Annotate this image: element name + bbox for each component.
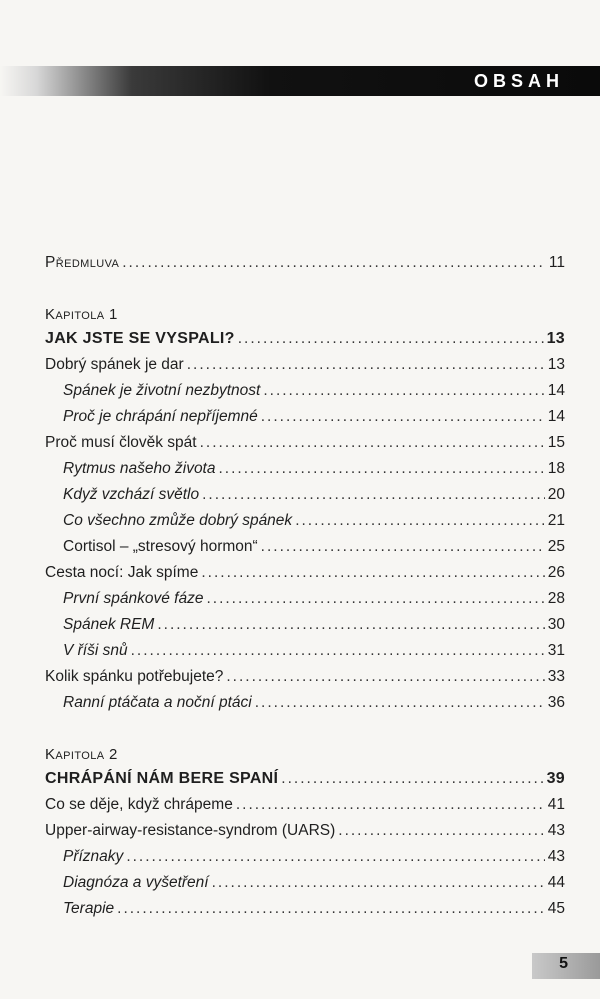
toc-entry-page: 36	[547, 694, 565, 711]
toc-entry	[45, 796, 565, 820]
leader-dots	[261, 408, 545, 426]
toc-entry	[63, 538, 565, 562]
toc-entry-page: 41	[547, 796, 565, 813]
toc-entry-label: Když vzchází světlo	[63, 486, 200, 503]
leader-dots	[281, 770, 543, 788]
toc-entry-page: 14	[547, 408, 565, 425]
toc-entry-label: Příznaky	[63, 848, 124, 865]
chapter-title-row	[45, 330, 565, 354]
toc-entry-label: Upper-airway-resistance-syndrom (UARS)	[45, 822, 336, 839]
leader-dots	[157, 616, 544, 634]
leader-dots	[338, 822, 544, 840]
toc-entry	[45, 434, 565, 458]
leader-dots	[201, 564, 544, 582]
leader-dots	[261, 538, 545, 556]
toc-entry-page: 26	[547, 564, 565, 581]
toc-entry-label: Diagnóza a vyšetření	[63, 874, 209, 891]
toc-entry	[45, 356, 565, 380]
toc-entry-page: 11	[548, 254, 565, 271]
leader-dots	[206, 590, 544, 608]
toc-entry-label: První spánkové fáze	[63, 590, 204, 607]
toc-entry-label: Spánek je životní nezbytnost	[63, 382, 261, 399]
toc-entry-label: Co všechno zmůže dobrý spánek	[63, 512, 293, 529]
chapter-label: Kapitola 2	[45, 746, 118, 763]
toc-entry-label: Kolik spánku potřebujete?	[45, 668, 224, 685]
toc-entry	[63, 642, 565, 666]
leader-dots	[131, 642, 545, 660]
leader-dots	[226, 668, 544, 686]
leader-dots	[187, 356, 545, 374]
leader-dots	[126, 848, 544, 866]
leader-dots	[295, 512, 545, 530]
toc-entry	[63, 848, 565, 872]
toc-entry-page: 44	[547, 874, 565, 891]
toc-entry-label: Proč musí člověk spát	[45, 434, 197, 451]
toc-entry	[45, 668, 565, 692]
toc-entry-page: 28	[547, 590, 565, 607]
page-number-tab	[532, 953, 600, 979]
chapter-title: CHRÁPÁNÍ NÁM BERE SPANÍ	[45, 770, 279, 787]
toc-entry-page: 20	[547, 486, 565, 503]
toc-entry-label: Terapie	[63, 900, 115, 917]
toc-entry-label: V říši snů	[63, 642, 128, 659]
toc-entry-page: 43	[547, 822, 565, 839]
toc-entry-label: Proč je chrápání nepříjemné	[63, 408, 258, 425]
toc-entry-label: Dobrý spánek je dar	[45, 356, 184, 373]
leader-dots	[202, 486, 545, 504]
toc-entry-page: 15	[547, 434, 565, 451]
toc-entry-label: Co se děje, když chrápeme	[45, 796, 233, 813]
leader-dots	[200, 434, 545, 452]
toc-entry	[63, 382, 565, 406]
toc-entry	[63, 874, 565, 898]
toc-entry-label: Cesta nocí: Jak spíme	[45, 564, 199, 581]
toc-entry-page: 21	[547, 512, 565, 529]
toc-entry-label: Spánek REM	[63, 616, 155, 633]
chapter-title: JAK JSTE SE VYSPALI?	[45, 330, 235, 347]
toc-entry-label: Předmluva	[45, 254, 120, 271]
leader-dots	[238, 330, 544, 348]
toc-entry	[63, 694, 565, 718]
toc-entry-page: 33	[547, 668, 565, 685]
toc-entry	[63, 616, 565, 640]
page-number: 5	[559, 955, 568, 972]
toc-entry-label: Cortisol – „stresový hormon“	[63, 538, 258, 555]
toc-entry-page: 25	[547, 538, 565, 555]
leader-dots	[212, 874, 545, 892]
toc-entry-page: 13	[546, 330, 565, 347]
toc-entry-preface	[45, 254, 565, 278]
toc-entry	[63, 408, 565, 432]
toc-entry-page: 39	[546, 770, 565, 787]
toc-entry	[63, 512, 565, 536]
toc-entry	[63, 590, 565, 614]
leader-dots	[219, 460, 545, 478]
toc-entry-page: 45	[547, 900, 565, 917]
leader-dots	[236, 796, 545, 814]
toc-entry-page: 13	[547, 356, 565, 373]
toc-entry	[45, 822, 565, 846]
toc-entry	[63, 900, 565, 924]
chapter-label: Kapitola 1	[45, 306, 118, 323]
toc-entry	[63, 486, 565, 510]
chapter-title-row	[45, 770, 565, 794]
toc-entry-page: 30	[547, 616, 565, 633]
toc-entry-label: Ranní ptáčata a noční ptáci	[63, 694, 252, 711]
leader-dots	[117, 900, 545, 918]
toc-entry	[45, 564, 565, 588]
toc-entry-page: 31	[547, 642, 565, 659]
toc-entry-label: Rytmus našeho života	[63, 460, 216, 477]
page-title: OBSAH	[473, 71, 564, 91]
toc-entry	[63, 460, 565, 484]
toc-entry-page: 14	[547, 382, 565, 399]
toc-entry-page: 43	[547, 848, 565, 865]
leader-dots	[263, 382, 544, 400]
leader-dots	[122, 254, 546, 272]
leader-dots	[255, 694, 545, 712]
toc-entry-page: 18	[547, 460, 565, 477]
